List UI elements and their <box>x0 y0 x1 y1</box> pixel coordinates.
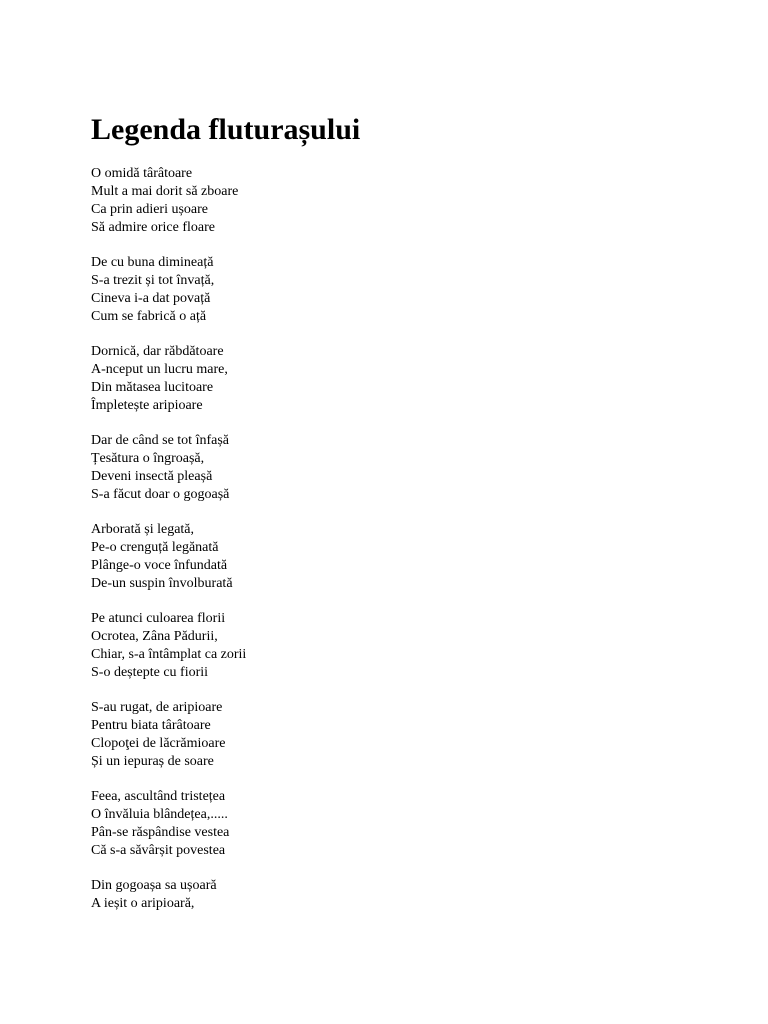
poem-line: Pân-se răspândise vestea <box>91 825 230 840</box>
stanza-8 <box>91 788 691 860</box>
poem-line: Și un iepuraș de soare <box>91 754 214 769</box>
stanza-2 <box>91 254 691 326</box>
poem-line: Din mătasea lucitoare <box>91 380 214 395</box>
poem-line: S-au rugat, de aripioare <box>91 700 223 715</box>
poem-line: Ca prin adieri ușoare <box>91 202 209 217</box>
poem-line: Mult a mai dorit să zboare <box>91 184 239 199</box>
poem-line: Pe-o crenguță legănată <box>91 540 219 555</box>
poem-line: Chiar, s-a întâmplat ca zorii <box>91 647 247 662</box>
poem-line: Feea, ascultând tristețea <box>91 789 226 804</box>
poem-line: Împletește aripioare <box>91 398 203 413</box>
poem-line: De cu buna dimineață <box>91 255 214 270</box>
poem-line: Pe atunci culoarea florii <box>91 611 226 626</box>
poem-line: Să admire orice floare <box>91 220 215 235</box>
poem-line: Ocrotea, Zâna Pădurii, <box>91 629 218 644</box>
poem-line: Arborată și legată, <box>91 522 195 537</box>
stanza-1 <box>91 165 691 237</box>
stanza-5 <box>91 521 691 593</box>
poem-line: S-o deștepte cu fiorii <box>91 665 209 680</box>
stanza-9 <box>91 877 691 913</box>
poem-line: O omidă târâtoare <box>91 166 193 181</box>
poem-line: O învăluia blândețea,..... <box>91 807 228 822</box>
poem-line: A-nceput un lucru mare, <box>91 362 228 377</box>
poem-title: Legenda fluturașului <box>91 113 361 146</box>
poem-line: A ieșit o aripioară, <box>91 896 195 911</box>
poem-line: Pentru biata târâtoare <box>91 718 211 733</box>
poem-line: Dar de când se tot înfașă <box>91 433 229 448</box>
stanza-7 <box>91 699 691 771</box>
poem-line: Dornică, dar răbdătoare <box>91 344 224 359</box>
poem-line: Deveni insectă pleașă <box>91 469 213 484</box>
stanza-6 <box>91 610 691 682</box>
poem-line: Că s-a săvârșit povestea <box>91 843 226 858</box>
poem-line: Cum se fabrică o ață <box>91 309 207 324</box>
poem-line: Țesătura o îngroașă, <box>91 451 205 466</box>
poem-line: De-un suspin învolburată <box>91 576 233 591</box>
poem-line: S-a trezit și tot învață, <box>91 273 215 288</box>
poem-line: Clopoţei de lăcrămioare <box>91 736 226 751</box>
poem-line: Cineva i-a dat povață <box>91 291 211 306</box>
stanza-4 <box>91 432 691 504</box>
stanza-3 <box>91 343 691 415</box>
poem-line: Din gogoașa sa ușoară <box>91 878 217 893</box>
poem-line: S-a făcut doar o gogoașă <box>91 487 230 502</box>
poem-line: Plânge-o voce înfundată <box>91 558 228 573</box>
poem-body <box>91 165 691 930</box>
